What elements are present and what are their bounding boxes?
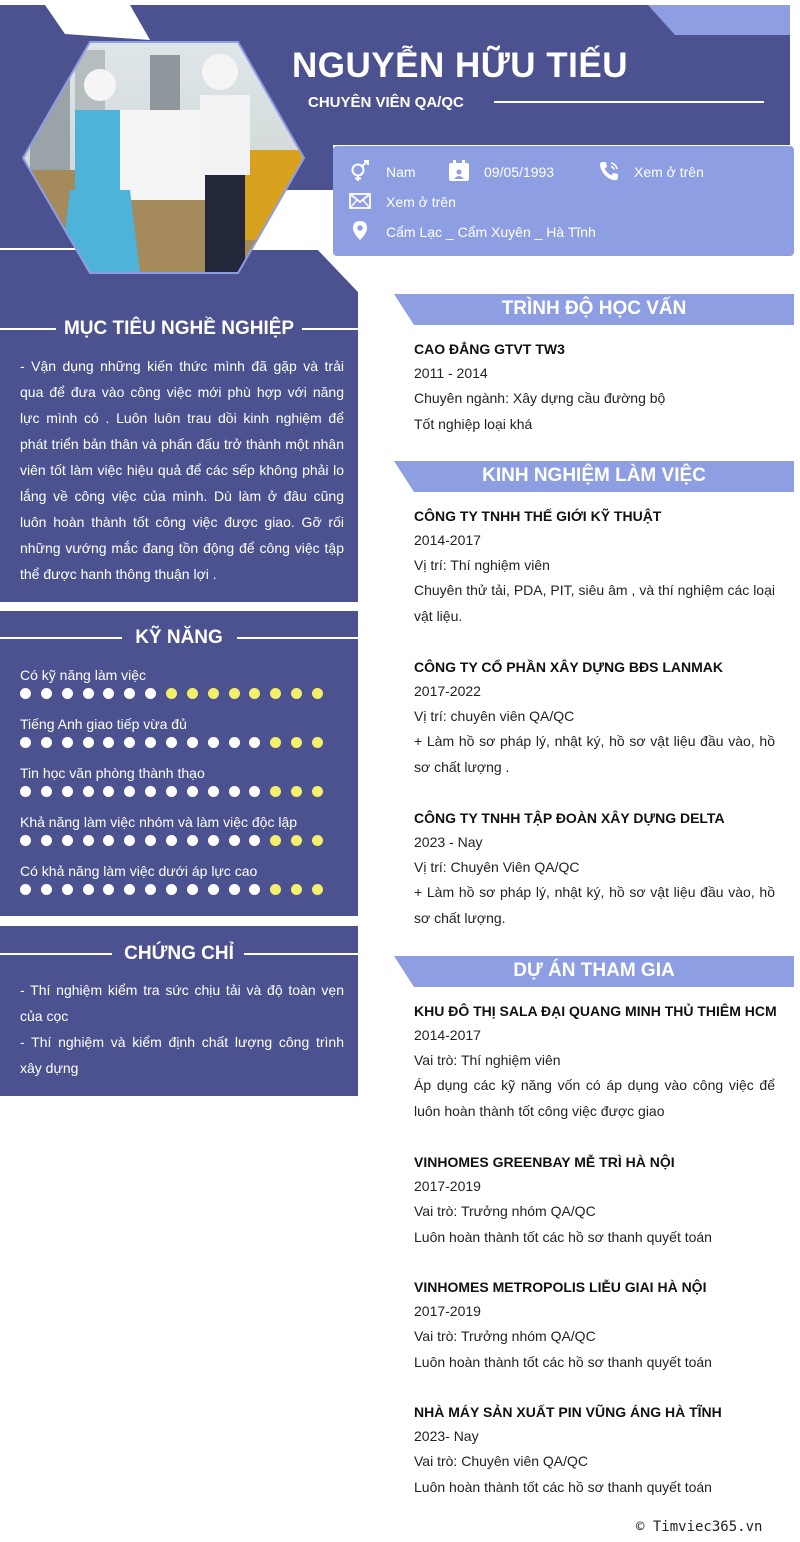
skill-dot-filled <box>229 786 240 797</box>
skill-dot-filled <box>166 884 177 895</box>
project-name: KHU ĐÔ THỊ SALA ĐẠI QUANG MINH THỦ THIÊM HCM <box>414 1003 777 1019</box>
experience-header <box>394 461 794 492</box>
education-grade: Tốt nghiệp loại khá <box>414 416 533 432</box>
project-name: NHÀ MÁY SẢN XUẤT PIN VŨNG ÁNG HÀ TĨNH <box>414 1404 722 1420</box>
experience-company: CÔNG TY TNHH THẾ GIỚI KỸ THUẬT <box>414 508 662 524</box>
skill-dot-filled <box>145 884 156 895</box>
education-period: 2011 - 2014 <box>414 365 488 381</box>
experience-title: KINH NGHIỆM LÀM VIỆC <box>482 465 706 486</box>
certificate-item: - Thí nghiệm kiểm tra sức chịu tải và độ toàn vẹn của cọc <box>20 982 344 1024</box>
skill-rating <box>20 737 340 749</box>
skill-dot-empty <box>229 688 240 699</box>
experience-position: Vị trí: chuyên viên QA/QC <box>414 708 575 724</box>
skill-dot-filled <box>103 884 114 895</box>
mail-icon <box>349 190 371 212</box>
job-title: CHUYÊN VIÊN QA/QC <box>308 94 464 111</box>
objective-title: MỤC TIÊU NGHỀ NGHIỆP <box>63 318 295 339</box>
skill-dot-empty <box>312 835 323 846</box>
skill-dot-filled <box>103 688 114 699</box>
gender-icon <box>349 160 371 182</box>
skill-dot-filled <box>83 884 94 895</box>
experience-description: + Làm hồ sơ pháp lý, nhật ký, hồ sơ vật liệu đầu vào, hồ sơ chất lượng . <box>414 733 775 775</box>
title-divider <box>494 101 764 103</box>
project-description: Luôn hoàn thành tốt các hồ sơ thanh quyết toán <box>414 1354 712 1370</box>
skill-dot-filled <box>41 688 52 699</box>
skill-dot-empty <box>270 786 281 797</box>
skill-dot-filled <box>62 688 73 699</box>
skill-dot-filled <box>124 835 135 846</box>
skill-dot-filled <box>83 835 94 846</box>
skill-dot-empty <box>291 884 302 895</box>
skill-dot-empty <box>291 786 302 797</box>
skill-dot-empty <box>166 688 177 699</box>
phone-icon <box>598 160 620 182</box>
skill-dot-empty <box>312 737 323 748</box>
birthday-value: 09/05/1993 <box>484 164 555 180</box>
skill-dot-filled <box>124 688 135 699</box>
skill-name: Có kỹ năng làm việc <box>20 667 147 683</box>
phone-value: Xem ở trên <box>634 164 704 180</box>
skill-dot-empty <box>270 884 281 895</box>
project-description: Luôn hoàn thành tốt các hồ sơ thanh quyết toán <box>414 1229 712 1245</box>
skill-dot-empty <box>291 737 302 748</box>
project-period: 2023- Nay <box>414 1428 479 1444</box>
objective-title-line-right <box>302 328 358 330</box>
skill-dot-filled <box>41 737 52 748</box>
gender-value: Nam <box>386 164 416 180</box>
skill-dot-filled <box>208 737 219 748</box>
calendar-icon <box>448 160 470 182</box>
skill-dot-filled <box>187 786 198 797</box>
skill-rating <box>20 688 340 700</box>
skill-dot-filled <box>20 786 31 797</box>
skill-dot-filled <box>145 835 156 846</box>
skill-dot-filled <box>20 737 31 748</box>
skill-name: Tin học văn phòng thành thạo <box>20 765 205 781</box>
skill-dot-empty <box>270 688 281 699</box>
project-name: VINHOMES METROPOLIS LIỄU GIAI HÀ NỘI <box>414 1279 707 1295</box>
skill-dot-filled <box>62 786 73 797</box>
education-major: Chuyên ngành: Xây dựng cầu đường bộ <box>414 390 666 406</box>
copyright-footer: © Timviec365.vn <box>636 1519 763 1535</box>
projects-title: DỰ ÁN THAM GIA <box>513 960 675 981</box>
skill-dot-filled <box>208 786 219 797</box>
project-role: Vai trò: Trưởng nhóm QA/QC <box>414 1328 596 1344</box>
skill-dot-empty <box>291 688 302 699</box>
skill-rating <box>20 884 340 896</box>
education-header <box>394 294 794 325</box>
address-value: Cẩm Lạc _ Cẩm Xuyên _ Hà Tĩnh <box>386 224 596 240</box>
skill-dot-filled <box>62 884 73 895</box>
project-description: Áp dụng các kỹ năng vốn có áp dụng vào công việc để luôn hoàn thành tốt công việc được giao <box>414 1077 775 1119</box>
skill-dot-empty <box>249 688 260 699</box>
project-role: Vai trò: Thí nghiệm viên <box>414 1052 561 1068</box>
experience-period: 2023 - Nay <box>414 834 483 850</box>
skill-dot-filled <box>249 835 260 846</box>
experience-period: 2017-2022 <box>414 683 481 699</box>
skill-dot-filled <box>145 786 156 797</box>
skill-dot-filled <box>103 737 114 748</box>
skill-dot-filled <box>187 835 198 846</box>
project-period: 2017-2019 <box>414 1303 481 1319</box>
skill-dot-filled <box>187 737 198 748</box>
skill-dot-filled <box>20 835 31 846</box>
skill-dot-filled <box>41 884 52 895</box>
project-description: Luôn hoàn thành tốt các hồ sơ thanh quyết toán <box>414 1479 712 1495</box>
skill-dot-filled <box>83 688 94 699</box>
candidate-name: NGUYỄN HỮU TIẾU <box>292 46 629 85</box>
skill-dot-filled <box>62 835 73 846</box>
skills-title: KỸ NĂNG <box>135 627 223 648</box>
project-period: 2014-2017 <box>414 1027 481 1043</box>
experience-period: 2014-2017 <box>414 532 481 548</box>
projects-header <box>394 956 794 987</box>
project-role: Vai trò: Trưởng nhóm QA/QC <box>414 1203 596 1219</box>
skill-dot-filled <box>229 884 240 895</box>
skill-dot-filled <box>166 786 177 797</box>
experience-company: CÔNG TY CỔ PHẦN XÂY DỰNG BĐS LANMAK <box>414 659 724 675</box>
skills-title-line-right <box>237 637 358 639</box>
skill-dot-empty <box>208 688 219 699</box>
skill-dot-filled <box>62 737 73 748</box>
skill-dot-filled <box>229 835 240 846</box>
project-role: Vai trò: Chuyên viên QA/QC <box>414 1453 589 1469</box>
skill-dot-empty <box>187 688 198 699</box>
skill-dot-filled <box>124 786 135 797</box>
skill-dot-empty <box>312 688 323 699</box>
skill-dot-filled <box>20 688 31 699</box>
skill-dot-filled <box>41 786 52 797</box>
objective-text: - Vận dụng những kiến thức mình đã gặp và trải qua để đưa vào công việc mới phù hợp với năng lực mình có . Luôn luôn trau dồi kinh nghiệm để phát triển bản thân và phấn đấu trở thành một nhân viên tốt làm việc hiệu quả để các sếp không phải lo lắng về công việc của mình. Dù làm ở đâu cũng luôn hoàn thành tốt công việc được giao. Gỡ rối những vướng mắc đang tồn động để công việc tập thể được hanh thông thuận lợi . <box>20 358 344 582</box>
experience-description: + Làm hồ sơ pháp lý, nhật ký, hồ sơ vật liệu đầu vào, hồ sơ chất lượng. <box>414 884 775 926</box>
experience-position: Vị trí: Thí nghiệm viên <box>414 557 550 573</box>
skill-dot-filled <box>229 737 240 748</box>
skill-dot-empty <box>291 835 302 846</box>
skill-dot-filled <box>103 835 114 846</box>
experience-description: Chuyên thử tải, PDA, PIT, siêu âm , và thí nghiệm các loại vật liệu. <box>414 582 775 624</box>
skill-dot-filled <box>187 884 198 895</box>
skill-dot-filled <box>208 835 219 846</box>
skill-rating <box>20 835 340 847</box>
skill-dot-filled <box>41 835 52 846</box>
skill-dot-filled <box>166 835 177 846</box>
project-period: 2017-2019 <box>414 1178 481 1194</box>
skill-name: Tiếng Anh giao tiếp vừa đủ <box>20 716 187 732</box>
skill-dot-filled <box>103 786 114 797</box>
experience-company: CÔNG TY TNHH TẬP ĐOÀN XÂY DỰNG DELTA <box>414 810 725 826</box>
skill-dot-filled <box>145 688 156 699</box>
skill-dot-empty <box>270 737 281 748</box>
project-name: VINHOMES GREENBAY MỄ TRÌ HÀ NỘI <box>414 1154 675 1170</box>
skill-name: Khả năng làm việc nhóm và làm việc độc lập <box>20 814 298 830</box>
skill-dot-filled <box>249 737 260 748</box>
location-pin-icon <box>349 220 371 242</box>
certificate-item: - Thí nghiệm và kiểm định chất lượng công trình xây dựng <box>20 1034 344 1076</box>
education-school: CAO ĐẲNG GTVT TW3 <box>414 341 565 357</box>
skill-dot-filled <box>124 737 135 748</box>
skill-dot-empty <box>312 786 323 797</box>
skill-dot-filled <box>83 737 94 748</box>
skill-dot-filled <box>208 884 219 895</box>
skill-dot-empty <box>312 884 323 895</box>
skill-dot-filled <box>145 737 156 748</box>
education-title: TRÌNH ĐỘ HỌC VẤN <box>501 298 687 319</box>
skill-dot-filled <box>166 737 177 748</box>
certificates-title-line-right <box>244 953 358 955</box>
experience-position: Vị trí: Chuyên Viên QA/QC <box>414 859 580 875</box>
skill-dot-filled <box>249 884 260 895</box>
skill-name: Có khả năng làm việc dưới áp lực cao <box>20 863 258 879</box>
skill-dot-filled <box>124 884 135 895</box>
skill-dot-filled <box>249 786 260 797</box>
certificates-title: CHỨNG CHỈ <box>124 943 234 964</box>
skill-dot-filled <box>83 786 94 797</box>
email-value: Xem ở trên <box>386 194 456 210</box>
skill-dot-filled <box>20 884 31 895</box>
skill-dot-empty <box>270 835 281 846</box>
skill-rating <box>20 786 340 798</box>
